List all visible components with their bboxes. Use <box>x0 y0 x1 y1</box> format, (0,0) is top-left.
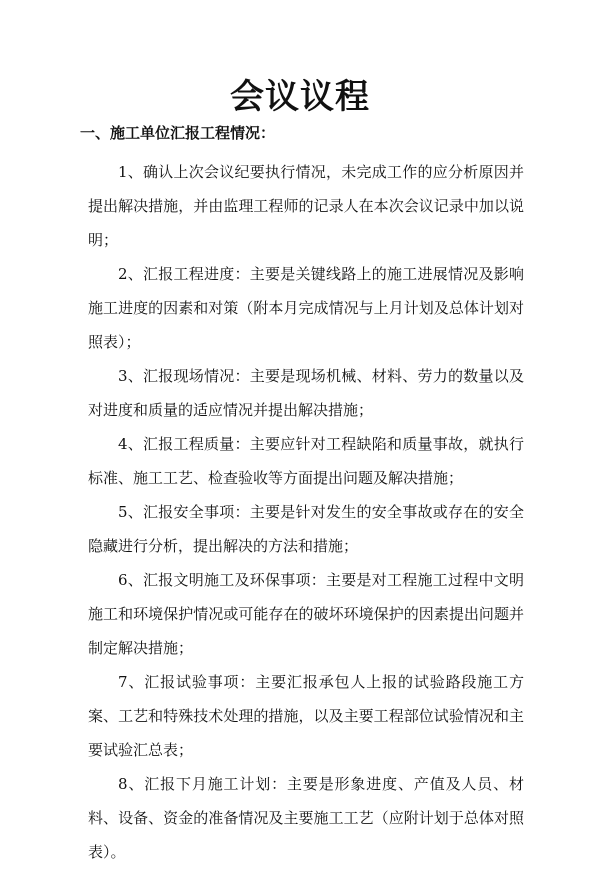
agenda-list <box>88 155 524 869</box>
agenda-item: 7、汇报试验事项：主要汇报承包人上报的试验路段施工方案、工艺和特殊技术处理的措施，以及主要工程部位试验情况和主要试验汇总表； <box>88 673 524 759</box>
section-heading: 一、施工单位汇报工程情况： <box>80 124 276 142</box>
agenda-item: 2、汇报工程进度：主要是关键线路上的施工进展情况及影响施工进度的因素和对策（附本月完成情况与上月计划及总体计划对照表）； <box>88 265 524 351</box>
agenda-item: 6、汇报文明施工及环保事项：主要是对工程施工过程中文明施工和环境保护情况或可能存在的破坏环境保护的因素提出问题并制定解决措施； <box>88 571 524 657</box>
agenda-item: 8、汇报下月施工计划：主要是形象进度、产值及人员、材料、设备、资金的准备情况及主要施工工艺（应附计划于总体对照表）。 <box>88 775 524 861</box>
agenda-item: 5、汇报安全事项：主要是针对发生的安全事故或存在的安全隐藏进行分析，提出解决的方法和措施； <box>88 503 524 555</box>
agenda-item: 1、确认上次会议纪要执行情况，未完成工作的应分析原因并提出解决措施，并由监理工程师的记录人在本次会议记录中加以说明； <box>88 163 524 249</box>
agenda-item: 3、汇报现场情况：主要是现场机械、材料、劳力的数量以及对进度和质量的适应情况并提出解决措施； <box>88 367 524 419</box>
agenda-item: 4、汇报工程质量：主要应针对工程缺陷和质量事故，就执行标准、施工工艺、检查验收等方面提出问题及解决措施； <box>88 435 524 487</box>
document-title: 会议议程 <box>230 77 370 117</box>
